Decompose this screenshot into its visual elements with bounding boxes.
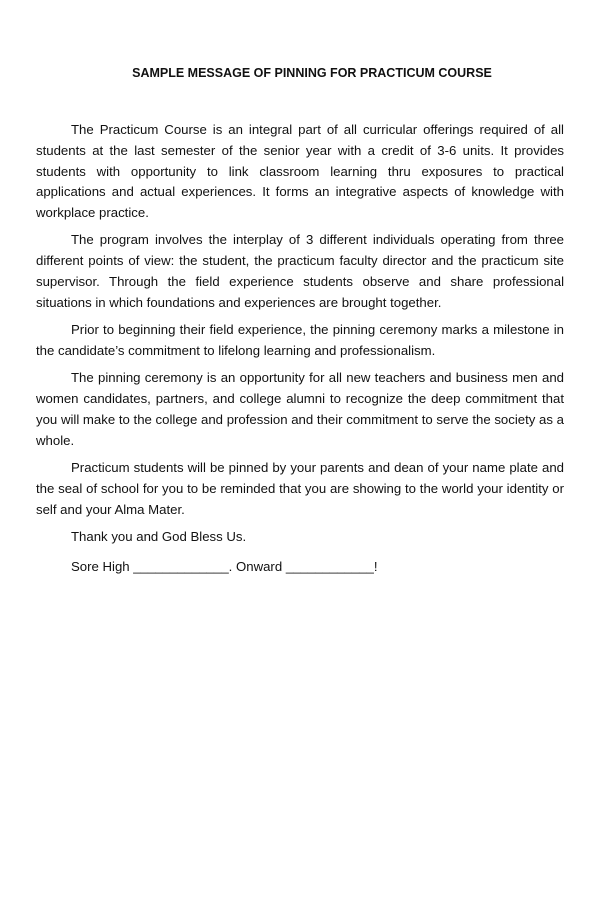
paragraph-pinning-opportunity: The pinning ceremony is an opportunity for all new teachers and business men and women candidates, partners, and college alumni to recognize the deep commitment that you will make to the college and profession and their commitment to serve the society as a whole.	[36, 370, 564, 448]
paragraph-pinning-milestone: Prior to beginning their field experience, the pinning ceremony marks a milestone in the candidate’s commitment to lifelong learning and professionalism.	[36, 322, 564, 358]
closing-line: Thank you and God Bless Us.	[71, 528, 247, 544]
document-title: SAMPLE MESSAGE OF PINNING FOR PRACTICUM COURSE	[132, 66, 492, 80]
paragraph-program-interplay: The program involves the interplay of 3 different individuals operating from three different points of view: the student, the practicum faculty director and the practicum site supervisor. Through the field experience students observe and share professional situations in which foundations and experiences are brought together.	[36, 232, 564, 310]
paragraph-pinned-by-parents: Practicum students will be pinned by your parents and dean of your name plate and the seal of school for you to be reminded that you are showing to the world your identity or self and your Alma Mater.	[36, 459, 564, 517]
paragraph-practicum-course: The Practicum Course is an integral part of all curricular offerings required of all students at the last semester of the senior year with a credit of 3-6 units. It provides students with opportunity to link classroom learning thru exposures to practical applications and actual experiences. It forms an integrative aspects of knowledge with workplace practice.	[36, 122, 564, 221]
cheer-line: Sore High _____________. Onward ____________!	[71, 558, 378, 574]
document-body	[36, 120, 564, 586]
